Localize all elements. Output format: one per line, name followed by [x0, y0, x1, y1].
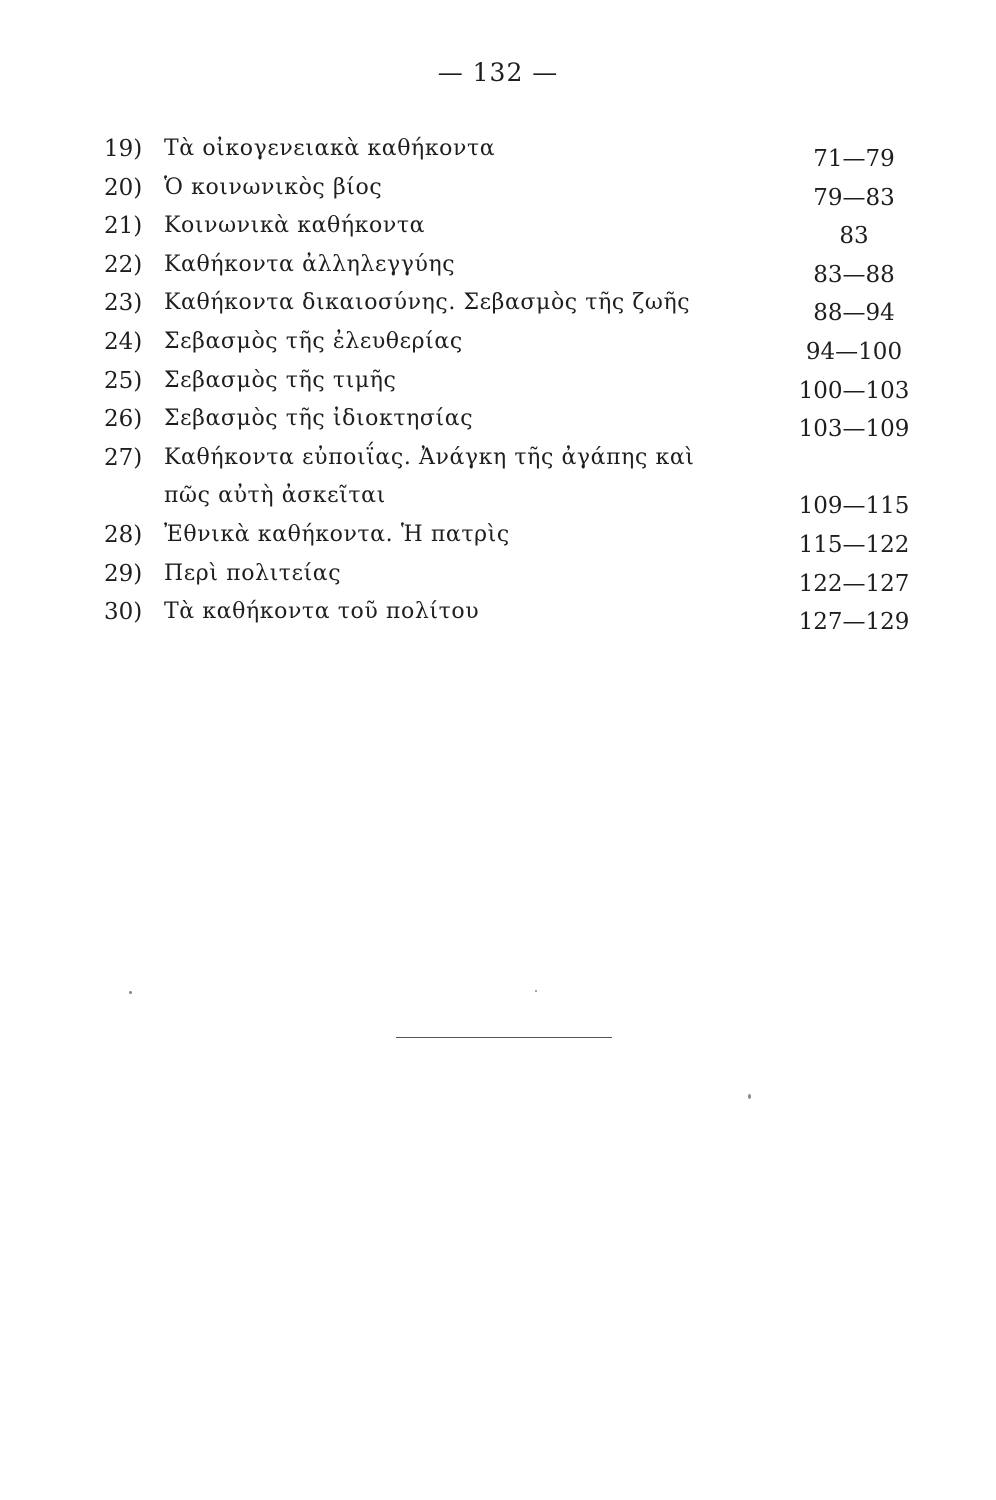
entry-number: 25) [104, 367, 143, 394]
toc-entry [104, 323, 924, 365]
toc-entry [104, 439, 924, 520]
entry-number: 29) [104, 560, 143, 587]
entry-title: Σεβασμὸς τῆς ἰδιοκτησίας [164, 406, 474, 432]
toc-entry [104, 400, 924, 443]
entry-number: 28) [104, 521, 143, 548]
entry-pages: 71—79 [813, 146, 895, 172]
entry-title: Ὁ κοινωνικὸς βίος [164, 174, 383, 200]
end-rule [396, 1037, 612, 1038]
table-of-contents [104, 130, 924, 636]
entry-number: 19) [104, 136, 143, 162]
entry-pages: 88—94 [813, 300, 895, 327]
entry-pages: 127—129 [798, 609, 910, 636]
entry-title: Κοινωνικὰ καθήκοντα [164, 213, 426, 239]
entry-pages: 83—88 [813, 261, 895, 288]
entry-number: 26) [104, 406, 143, 433]
entry-pages: 94—100 [805, 338, 903, 365]
entry-title: Καθήκοντα ἀλληλεγγύης [164, 251, 456, 277]
page-number: — 132 — [437, 58, 559, 87]
entry-number: 24) [104, 328, 143, 355]
toc-entry [104, 516, 924, 558]
toc-entry [104, 555, 924, 597]
dust-speck [748, 1094, 751, 1099]
entry-number: 21) [104, 213, 143, 240]
entry-pages: 122—127 [798, 570, 910, 597]
entry-pages: 83 [839, 223, 869, 250]
entry-number: 27) [104, 444, 143, 471]
entry-number: 30) [104, 599, 143, 626]
toc-entry [104, 169, 924, 211]
entry-number: 20) [104, 174, 143, 201]
entry-number: 22) [104, 251, 143, 278]
entry-title: Σεβασμὸς τῆς ἐλευθερίας [164, 328, 463, 354]
entry-pages: 109—115 [798, 493, 910, 520]
entry-title: Καθήκοντα δικαιοσύνης. Σεβασμὸς τῆς ζωῆς [164, 290, 691, 316]
entry-title-continuation: πῶς αὐτὴ ἀσκεῖται [164, 483, 386, 509]
dust-speck [535, 990, 537, 992]
dust-speck [129, 991, 132, 994]
entry-pages: 103—109 [798, 416, 910, 443]
entry-number: 23) [104, 290, 143, 317]
toc-entry [104, 362, 924, 404]
entry-pages: 115—122 [798, 531, 910, 558]
entry-title: Καθήκοντα εὐποιΐας. Ἀνάγκη τῆς ἀγάπης καὶ [164, 444, 695, 470]
toc-entry [104, 593, 924, 636]
entry-title: Περὶ πολιτείας [164, 560, 342, 586]
toc-entry [104, 246, 924, 288]
toc-entry [104, 284, 924, 327]
entry-title: Τὰ οἰκογενειακὰ καθήκοντα [164, 136, 496, 161]
entry-title: Σεβασμὸς τῆς τιμῆς [164, 367, 397, 393]
entry-title: Τὰ καθήκοντα τοῦ πολίτου [164, 599, 480, 625]
toc-entry [104, 130, 924, 172]
entry-title: Ἐθνικὰ καθήκοντα. Ἡ πατρὶς [164, 521, 510, 547]
entry-pages: 79—83 [813, 184, 895, 211]
entry-pages: 100—103 [798, 377, 910, 404]
toc-entry [104, 207, 924, 250]
